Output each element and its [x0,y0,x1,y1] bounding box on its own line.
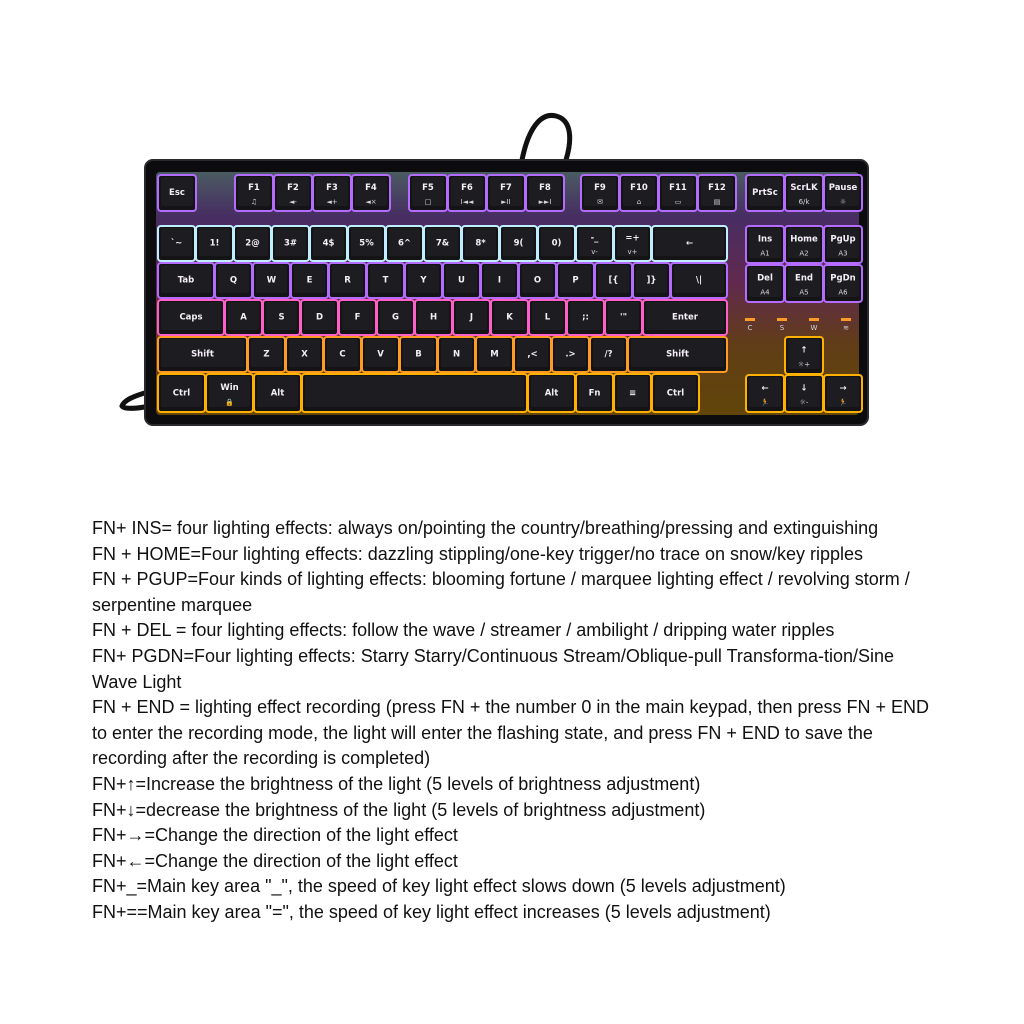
key-label: C [339,349,346,360]
key-label: =+ [625,233,640,244]
tab-row-key [291,263,328,298]
shift-row-key [628,337,727,372]
key-label: Ins [757,234,773,245]
key-label: S [278,312,285,323]
key-sublabel: 🔒 [225,398,234,407]
number-row-key [424,226,461,261]
caps-row-key [225,300,262,335]
key-label: F4 [365,183,377,194]
key-label: B [415,349,422,360]
keyboard-illustration [0,0,1024,470]
arrow-key [824,375,862,412]
tab-row-key [158,263,214,298]
key-label: → [839,383,847,394]
tab-row-key [633,263,670,298]
key-label: F5 [422,183,434,194]
key-label: Home [790,234,818,245]
nav-block-key [746,265,784,302]
number-row-key [462,226,499,261]
shift-row-key [158,337,247,372]
key-sublabel: ▤ [713,197,721,206]
caps-row-key [301,300,338,335]
tab-row-key [557,263,594,298]
shift-row-key [552,337,589,372]
key-label: F3 [326,183,338,194]
caps-row-key [339,300,376,335]
key-label: J [469,312,474,323]
key-label: G [392,312,399,323]
indicator-led [745,318,755,321]
description-line: FN+↓=decrease the brightness of the light (5 levels of brightness adjustment) [92,799,706,820]
space-bar [302,374,527,412]
key-sublabel: ⌂ [636,197,642,206]
number-row-key [614,226,651,261]
keys-layer [158,175,862,412]
tab-row-key [519,263,556,298]
fn-row-key [409,175,447,211]
key-label: Alt [270,388,285,399]
key-label: Del [757,273,773,284]
key-label: PgUp [830,234,856,245]
key-label: Esc [169,188,185,199]
nav-block-key [824,265,862,302]
caps-row-key [415,300,452,335]
caps-row-key [529,300,566,335]
key-label: Fn [588,388,601,399]
description-block [92,516,942,926]
number-row-key [652,226,727,261]
key-label: L [544,312,551,323]
fn-row-key [274,175,312,211]
tab-row-key [443,263,480,298]
key-label: Shift [191,349,214,360]
description-line: FN+ PGDN=Four lighting effects: Starry Starry/Continuous Stream/Oblique-pull Transforma-tion/Sine Wave Light [92,645,895,692]
caps-row-key [377,300,414,335]
bottom-row-key [614,374,651,412]
tab-row-key [367,263,404,298]
indicator-label: S [779,324,785,332]
indicator-label: W [810,324,818,332]
key-label: [{ [608,275,619,286]
tab-row-key [215,263,252,298]
key-label: F6 [461,183,473,194]
fn-row-key [352,175,390,211]
key-sublabel: ▭ [674,197,682,206]
arrow-key [785,375,823,412]
key-label: K [506,312,513,323]
key-sublabel: ►►I [538,197,552,206]
key-label: X [301,349,308,360]
usb-cable [522,115,570,160]
caps-row-key [263,300,300,335]
bottom-row-key [254,374,301,412]
key-sublabel: ◄× [365,197,377,206]
key-label: V [377,349,384,360]
key-label: 1! [209,238,220,249]
fn-row-key [235,175,273,211]
number-row-key [158,226,195,261]
tab-row-key [595,263,632,298]
key-sublabel: ☼+ [797,360,811,369]
description-line: FN+_=Main key area "_", the speed of key light effect slows down (5 levels adjustment) [92,876,786,897]
bottom-row-key [206,374,253,412]
indicator-led [777,318,787,321]
indicator-label: ≋ [843,324,849,332]
key-sublabel: ◄- [289,197,297,206]
shift-row-key [286,337,323,372]
key-label: F2 [287,183,299,194]
key-label: R [344,275,351,286]
key-sublabel: A3 [838,249,848,258]
key-label: E [306,275,313,286]
fn-row-key [824,175,862,211]
number-row-key [386,226,423,261]
key-sublabel: A1 [760,249,770,258]
key-label: Ctrl [172,388,191,399]
nav-block-key [746,226,784,263]
key-label: F12 [708,183,726,194]
key-label: F1 [248,183,260,194]
keyboard-photo [0,0,1024,470]
indicator-led [809,318,819,321]
shift-row-key [514,337,551,372]
key-label: N [452,349,461,360]
nav-block-key [785,265,823,302]
tab-row-key [253,263,290,298]
fn-row-key [785,175,823,211]
key-label: U [458,275,465,286]
key-label: '" [619,312,628,323]
description-line: FN+↑=Increase the brightness of the light (5 levels of brightness adjustment) [92,773,701,794]
key-label: F9 [594,183,606,194]
nav-block-key [824,226,862,263]
description-line: FN+←=Change the direction of the light effect [92,850,458,871]
key-sublabel: A2 [799,249,809,258]
key-label: ← [761,383,769,394]
key-label: ≡ [628,388,637,399]
description-line: FN+==Main key area "=", the speed of key light effect increases (5 levels adjustment) [92,901,771,922]
key-label: Tab [177,275,195,286]
key-label: End [795,273,813,284]
number-row-key [348,226,385,261]
shift-row-key [362,337,399,372]
number-row-key [538,226,575,261]
key-label: Win [220,382,239,393]
key-sublabel: ◄+ [326,197,338,206]
caps-row-key [605,300,642,335]
key-label: ← [685,238,694,249]
key-sublabel: ☼- [799,398,809,407]
key-label: 3# [283,238,298,249]
caps-row-key [643,300,727,335]
nav-block-key [785,226,823,263]
fn-row-key [746,175,784,211]
fn-row-key [158,175,196,211]
key-label: Y [420,275,427,286]
key-sublabel: ♫ [250,197,258,206]
key-label: H [429,312,438,323]
number-row-key [272,226,309,261]
indicator-label: C [747,324,753,332]
key-label: M [490,349,499,360]
number-row-key [310,226,347,261]
key-sublabel: v+ [627,248,638,256]
key-label: 5% [359,238,374,249]
shift-row-key [248,337,285,372]
key-label: 6^ [397,238,412,249]
key-label: 7& [435,238,450,249]
key-sublabel: ✉ [597,197,603,206]
key-label: .> [565,349,576,360]
key-sublabel: A6 [838,288,848,297]
key-label: \| [695,275,703,286]
caps-row-key [491,300,528,335]
caps-row-key [453,300,490,335]
fn-row-key [620,175,658,211]
key-label: O [533,275,542,286]
key-label: F10 [630,183,648,194]
caps-row-key [567,300,604,335]
key-label: Ctrl [666,388,685,399]
key-label: D [315,312,324,323]
key-label: ↑ [800,345,808,356]
key-label: Enter [672,312,698,323]
key-label: 9( [513,238,524,249]
arrow-key [746,375,784,412]
fn-row-key [581,175,619,211]
description-line: FN + HOME=Four lighting effects: dazzling stippling/one-key trigger/no trace on snow/key ripples [92,543,864,564]
key-label: PgDn [830,273,856,284]
description-line: FN + DEL = four lighting effects: follow the wave / streamer / ambilight / dripping water ripples [92,620,835,641]
tab-row-key [481,263,518,298]
shift-row-key [324,337,361,372]
tab-row-key [405,263,442,298]
caps-row-key [158,300,224,335]
number-row-key [234,226,271,261]
key-sublabel: 6/k [798,197,810,206]
key-label: F [354,312,361,323]
description-line: FN+→=Change the direction of the light effect [92,825,458,846]
fn-row-key [487,175,525,211]
number-row-key [576,226,613,261]
key-label: Caps [179,312,203,323]
description-line: FN+ INS= four lighting effects: always on/pointing the country/breathing/pressing and extinguishing [92,518,879,538]
key-label: 2@ [245,238,260,249]
key-label: F11 [669,183,687,194]
description-line: FN + PGUP=Four kinds of lighting effects: blooming fortune / marquee lighting effect / revolving storm / serpentine marquee [92,569,910,615]
description-line: FN + END = lighting effect recording (press FN + the number 0 in the main keypad, then press FN + END to enter the recording mode, the light will enter the flashing state, and press FN + END to save the recording after the recording is completed) [92,697,930,769]
key-sublabel: A4 [760,288,770,297]
key-label: 4$ [322,238,335,249]
key-label: ScrLK [790,183,818,194]
number-row-key [500,226,537,261]
bottom-row-key [652,374,699,412]
key-label: ↓ [800,383,808,394]
key-label: P [572,275,579,286]
indicator-led [841,318,851,321]
bottom-row-key [158,374,205,412]
key-label: PrtSc [752,188,778,199]
arrow-key [785,337,823,374]
key-sublabel: ►II [501,197,511,206]
key-label: Q [229,275,238,286]
key-label: ]} [646,275,657,286]
key-label: I [497,275,502,286]
fn-row-key [659,175,697,211]
key-label: ,< [527,349,538,360]
key-sublabel: 🏃 [760,398,770,407]
key-label: -_ [590,233,599,244]
key-label: /? [604,349,613,360]
key-label: T [382,275,389,286]
key-sublabel: A5 [799,288,809,297]
shift-row-key [476,337,513,372]
tab-row-key [329,263,366,298]
fn-row-key [698,175,736,211]
key-sublabel: □ [424,197,432,206]
key-sublabel: ☼ [839,197,847,206]
shift-row-key [400,337,437,372]
fn-row-key [313,175,351,211]
key-sublabel: v- [591,248,598,256]
fn-row-key [448,175,486,211]
bottom-row-key [528,374,575,412]
tab-row-key [671,263,727,298]
fn-row-key [526,175,564,211]
number-row-key [196,226,233,261]
key-label: ;: [582,312,589,323]
shift-row-key [590,337,627,372]
key-sublabel: 🏃 [838,398,848,407]
key-label: Pause [828,183,858,194]
key-label: Z [263,349,270,360]
key-label: 0) [551,238,562,249]
key-sublabel: I◄◄ [460,197,474,206]
key-label: F8 [539,183,551,194]
key-label: F7 [500,183,512,194]
key-label: W [266,275,277,286]
shift-row-key [438,337,475,372]
key-label: `~ [170,238,183,249]
key-label: 8* [475,238,486,249]
key-label: A [240,312,247,323]
key-label: Alt [544,388,559,399]
bottom-row-key [576,374,613,412]
key-label: Shift [666,349,689,360]
